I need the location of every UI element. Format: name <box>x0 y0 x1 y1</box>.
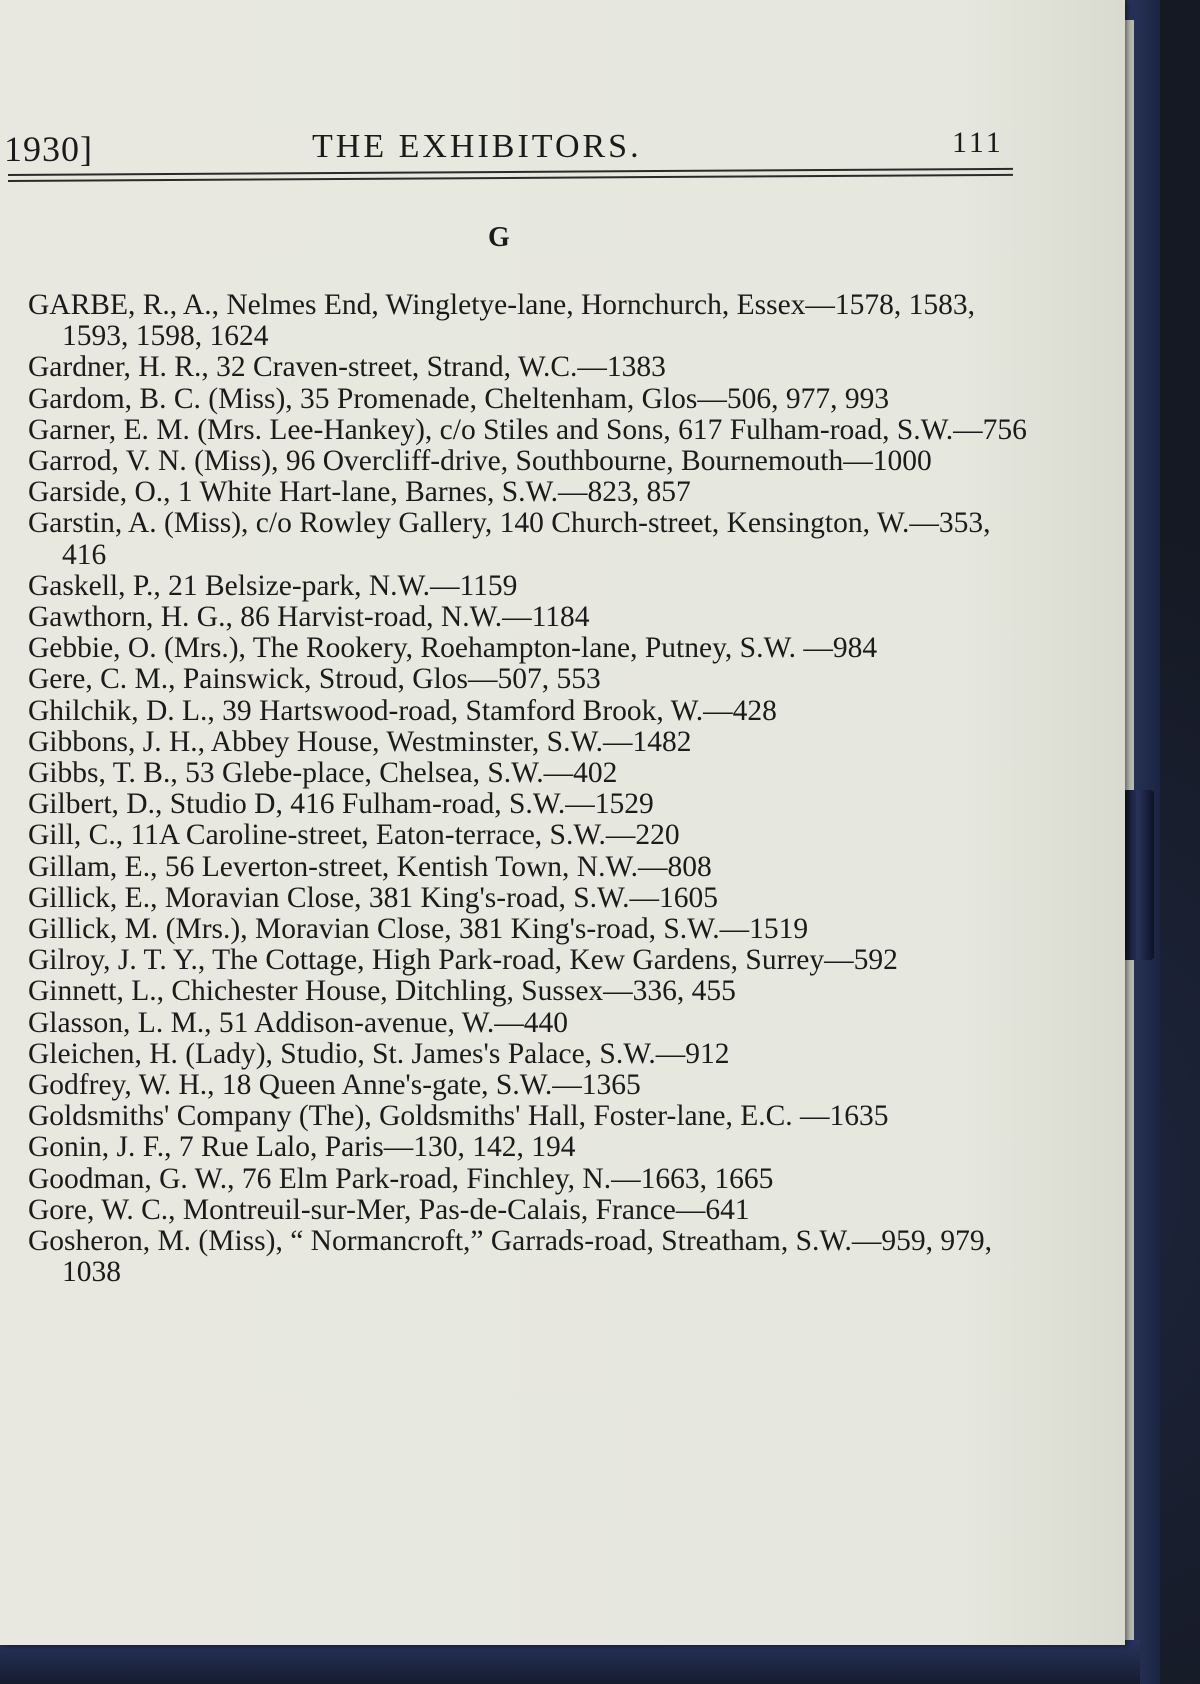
header-title: THE EXHIBITORS. <box>312 128 642 165</box>
exhibitor-entry: Glasson, L. M., 51 Addison-avenue, W.—440 <box>28 1006 568 1039</box>
exhibitor-entry: Garner, E. M. (Mrs. Lee-Hankey), c/o Stiles and Sons, 617 Fulham-road, S.W.—756 <box>28 413 1027 446</box>
bookmark-clip <box>1122 790 1154 960</box>
exhibitor-entry: Gleichen, H. (Lady), Studio, St. James's Palace, S.W.—912 <box>28 1037 730 1070</box>
exhibitor-entry: Gardom, B. C. (Miss), 35 Promenade, Cheltenham, Glos—506, 977, 993 <box>28 382 890 415</box>
exhibitor-entry: Godfrey, W. H., 18 Queen Anne's-gate, S.W.—1365 <box>28 1069 641 1102</box>
exhibitor-entry: Gardner, H. R., 32 Craven-street, Strand, W.C.—1383 <box>28 351 666 384</box>
exhibitor-entry: Gere, C. M., Painswick, Stroud, Glos—507, 553 <box>28 663 601 696</box>
exhibitor-entry: Gilbert, D., Studio D, 416 Fulham-road, S.W.—1529 <box>28 788 654 821</box>
exhibitor-entry: Gaskell, P., 21 Belsize-park, N.W.—1159 <box>28 569 518 602</box>
exhibitor-entry: Goodman, G. W., 76 Elm Park-road, Finchley, N.—1663, 1665 <box>28 1162 774 1195</box>
exhibitor-entry: Gibbons, J. H., Abbey House, Westminster, S.W.—1482 <box>28 725 692 758</box>
exhibitor-entry: Goldsmiths' Company (The), Goldsmiths' Hall, Foster-lane, E.C. —1635 <box>28 1100 889 1133</box>
exhibitor-entry: Gonin, J. F., 7 Rue Lalo, Paris—130, 142, 194 <box>28 1131 576 1164</box>
exhibitor-entry: Gibbs, T. B., 53 Glebe-place, Chelsea, S.W.—402 <box>28 757 618 790</box>
cover-bottom-edge <box>0 1640 1140 1684</box>
page-number: 111 <box>952 126 1004 159</box>
header-year: 1930] <box>4 129 93 169</box>
exhibitor-entry: GARBE, R., A., Nelmes End, Wingletye-lane, Hornchurch, Essex—1578, 1583, 1593, 1598, 1624 <box>28 289 976 353</box>
exhibitor-entry: Garside, O., 1 White Hart-lane, Barnes, S.W.—823, 857 <box>28 476 691 509</box>
section-letter: G <box>488 222 510 253</box>
exhibitor-entry: Gebbie, O. (Mrs.), The Rookery, Roehampton-lane, Putney, S.W. —984 <box>28 632 878 665</box>
exhibitor-entry: Gillam, E., 56 Leverton-street, Kentish Town, N.W.—808 <box>28 850 712 883</box>
exhibitor-list <box>0 290 1125 1289</box>
exhibitor-entry: Gillick, M. (Mrs.), Moravian Close, 381 King's-road, S.W.—1519 <box>28 913 809 946</box>
exhibitor-entry: Gillick, E., Moravian Close, 381 King's-road, S.W.—1605 <box>28 881 719 914</box>
exhibitor-entry: Ginnett, L., Chichester House, Ditchling, Sussex—336, 455 <box>28 975 736 1008</box>
exhibitor-entry: Gilroy, J. T. Y., The Cottage, High Park-road, Kew Gardens, Surrey—592 <box>28 944 898 977</box>
exhibitor-entry: Ghilchik, D. L., 39 Hartswood-road, Stamford Brook, W.—428 <box>28 694 777 727</box>
exhibitor-entry: Gore, W. C., Montreuil-sur-Mer, Pas-de-Calais, France—641 <box>28 1193 750 1226</box>
exhibitor-entry: Gawthorn, H. G., 86 Harvist-road, N.W.—1184 <box>28 601 590 634</box>
exhibitor-entry: Gosheron, M. (Miss), “ Normancroft,” Garrads-road, Streatham, S.W.—959, 979, 1038 <box>28 1225 993 1289</box>
exhibitor-entry: Garrod, V. N. (Miss), 96 Overcliff-drive, Southbourne, Bournemouth—1000 <box>28 445 932 478</box>
exhibitor-entry: Garstin, A. (Miss), c/o Rowley Gallery, 140 Church-street, Kensington, W.—353, 416 <box>28 507 991 571</box>
exhibitor-entry: Gill, C., 11A Caroline-street, Eaton-terrace, S.W.—220 <box>28 819 680 852</box>
